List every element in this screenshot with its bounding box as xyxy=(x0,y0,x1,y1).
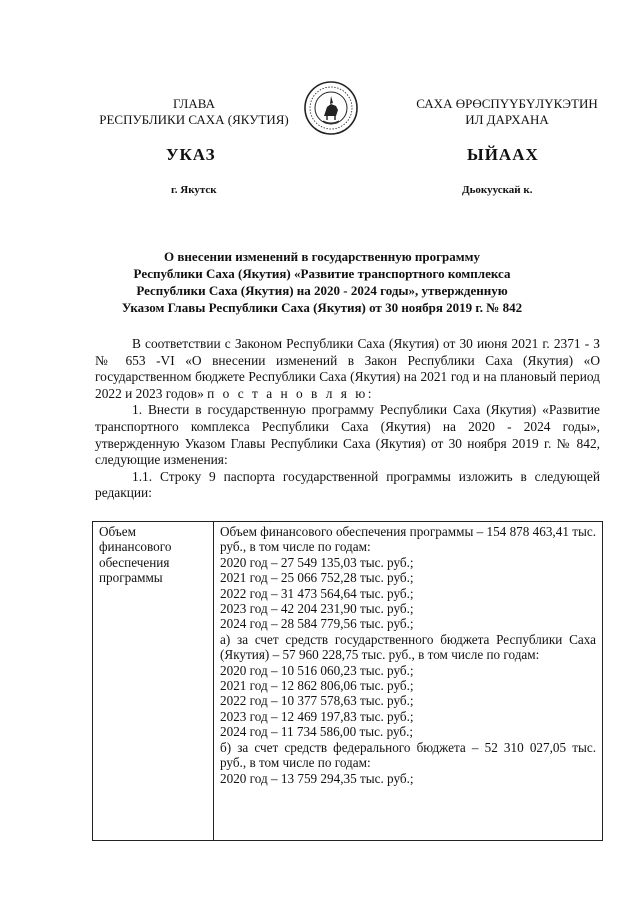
passport-table xyxy=(92,521,603,841)
header-left xyxy=(84,96,304,128)
table-line: 2020 год – 13 759 294,35 тыс. руб.; xyxy=(220,770,414,786)
city-sakha: Дьокуускай к. xyxy=(462,184,533,196)
table-line: 2020 год – 27 549 135,03 тыс. руб.; xyxy=(220,554,414,570)
table-line: 2021 год – 25 066 752,28 тыс. руб.; xyxy=(220,570,414,586)
table-line: б) за счет средств федерального бюджета – 52 310 027,05 тыс. руб., в том числе по годам: xyxy=(220,739,596,771)
table-line: а) за счет средств государственного бюджета Республики Саха (Якутия) – 57 960 228,75 тыс. руб., в том числе по годам: xyxy=(220,631,596,663)
table-line: 2021 год – 12 862 806,06 тыс. руб.; xyxy=(220,678,414,694)
table-line: 2024 год – 28 584 779,56 тыс. руб.; xyxy=(220,616,414,632)
title-line: Указом Главы Республики Саха (Якутия) от 30 ноября 2019 г. № 842 xyxy=(121,300,523,315)
table-line: 2023 год – 42 204 231,90 тыс. руб.; xyxy=(220,601,414,617)
preamble-text: В соответствии с Законом Республики Саха (Якутия) от 30 июня 2021 г. 2371 - З № 653 -VI «О внесении изменений в Закон Республики Саха (Якутия) «О государственном бюджете Республики Саха (Якутия) на 2021 год и на плановый период 2022 и 2023 годов» xyxy=(95,336,600,401)
title-line: О внесении изменений в государственную программу xyxy=(164,249,480,264)
table-value-cell xyxy=(214,522,603,841)
decree-word: п о с т а н о в л я ю: xyxy=(207,385,374,401)
city-ru: г. Якутск xyxy=(171,184,217,196)
header-title-ru: ГЛАВА xyxy=(173,96,215,111)
decree-label-sakha: ЫЙААХ xyxy=(467,145,539,164)
header-title-sakha: САХА ӨРӨСПҮҮБҮЛҮКЭТИН xyxy=(416,96,598,111)
header-republic-ru: РЕСПУБЛИКИ САХА (ЯКУТИЯ) xyxy=(99,112,289,127)
table-line: 2020 год – 10 516 060,23 тыс. руб.; xyxy=(220,662,414,678)
title-line: Республики Саха (Якутия) на 2020 - 2024 годы», утвержденную xyxy=(136,283,508,298)
header-right xyxy=(392,96,622,128)
table-line: 2023 год – 12 469 197,83 тыс. руб.; xyxy=(220,708,414,724)
table-line: 2022 год – 31 473 564,64 тыс. руб.; xyxy=(220,585,414,601)
clause-1-paragraph: 1. Внести в государственную программу Республики Саха (Якутия) «Развитие транспортного комплекса Республики Саха (Якутия) на 2020 - 2024 годы», утвержденную Указом Главы Республики Саха (Якутия) от 30 ноября 2019 г. № 842, следующие изменения: xyxy=(95,402,600,468)
table-line: Объем финансового обеспечения программы – 154 878 463,41 тыс. руб., в том числе по годам: xyxy=(220,524,596,555)
coat-of-arms-emblem xyxy=(303,80,359,136)
table-line: 2024 год – 11 734 586,00 тыс. руб.; xyxy=(220,724,414,740)
table-label-cell: Объем финансового обеспечения программы xyxy=(93,522,214,841)
clause-1-1-paragraph: 1.1. Строку 9 паспорта государственной программы изложить в следующей редакции: xyxy=(95,468,600,501)
decree-label-ru: УКАЗ xyxy=(166,145,216,164)
document-title xyxy=(96,248,548,316)
header-subtitle-sakha: ИЛ ДАРХАНА xyxy=(465,112,549,127)
title-line: Республики Саха (Якутия) «Развитие транспортного комплекса xyxy=(133,266,511,281)
table-row xyxy=(93,522,603,841)
document-body xyxy=(95,336,600,502)
preamble-paragraph xyxy=(95,336,600,402)
table-line: 2022 год – 10 377 578,63 тыс. руб.; xyxy=(220,693,414,709)
